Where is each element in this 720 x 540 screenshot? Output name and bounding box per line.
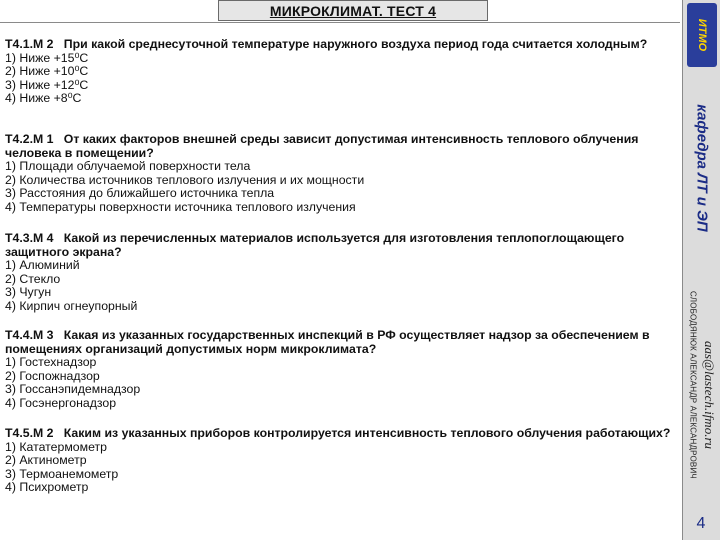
question-3-text: Какой из перечисленных материалов используется для изготовления теплопоглощающего защитного экрана? [5, 231, 625, 259]
question-3-code: Т4.3.М 4 [5, 231, 54, 245]
question-2-option-4: 4) Температуры поверхности источника теплового излучения [5, 199, 356, 214]
question-1-option-1: 1) Ниже +15⁰С [5, 50, 89, 65]
question-5-head [5, 427, 675, 441]
question-2-code: Т4.2.М 1 [5, 132, 54, 146]
slide-title-box [218, 0, 488, 21]
question-4-option-2: 2) Госпожнадзор [5, 368, 100, 383]
question-5 [5, 427, 675, 495]
question-4-text: Какая из указанных государственных инспекций в РФ осуществляет надзор за обеспечением в помещениях организаций допустимых норм микроклимата? [5, 328, 650, 356]
question-2 [5, 133, 675, 215]
question-5-option-4: 4) Психрометр [5, 480, 89, 495]
right-sidebar [682, 0, 720, 540]
question-4 [5, 329, 675, 411]
question-3-option-2: 2) Стекло [5, 271, 61, 286]
question-5-text: Каким из указанных приборов контролируется интенсивность теплового облучения работающих? [63, 426, 671, 440]
question-2-text: От каких факторов внешней среды зависит допустимая интенсивность теплового облучения человека в помещении? [5, 132, 639, 160]
question-5-code: Т4.5.М 2 [5, 426, 54, 440]
question-2-option-2: 2) Количества источников теплового излучения и их мощности [5, 172, 365, 187]
question-3-option-3: 3) Чугун [5, 285, 52, 300]
question-1 [5, 38, 675, 106]
department-label: кафедра ЛТ и ЭП [693, 104, 711, 232]
question-4-code: Т4.4.М 3 [5, 328, 54, 342]
slide-title: МИКРОКЛИМАТ. ТЕСТ 4 [269, 2, 437, 19]
question-1-option-2: 2) Ниже +10⁰С [5, 64, 89, 79]
author-email: aas@lastech.ifmo.ru [702, 340, 717, 450]
question-1-head [5, 38, 675, 52]
question-4-option-1: 1) Гостехнадзор [5, 355, 97, 370]
page-number: 4 [696, 515, 706, 532]
title-divider [0, 22, 680, 23]
question-3-option-4: 4) Кирпич огнеупорный [5, 298, 138, 313]
question-5-option-2: 2) Актинометр [5, 453, 87, 468]
question-4-option-4: 4) Госэнергонадзор [5, 395, 117, 410]
question-2-head [5, 133, 675, 160]
question-2-option-3: 3) Расстояния до ближайшего источника тепла [5, 186, 275, 201]
question-4-head [5, 329, 675, 356]
question-3-head [5, 232, 675, 259]
question-3 [5, 232, 675, 314]
question-1-option-3: 3) Ниже +12⁰С [5, 77, 89, 92]
question-2-option-1: 1) Площади облучаемой поверхности тела [5, 159, 251, 174]
logo-text: ИТМО [696, 18, 709, 52]
question-4-option-3: 3) Госсанэпидемнадзор [5, 382, 141, 397]
question-1-code: Т4.1.М 2 [5, 37, 54, 51]
question-3-option-1: 1) Алюминий [5, 258, 80, 273]
question-1-text: При какой среднесуточной температуре наружного воздуха период года считается холодным? [63, 37, 648, 51]
question-5-option-1: 1) Кататермометр [5, 439, 107, 454]
university-logo [687, 3, 717, 67]
author-name: СЛОБОДЯНЮК АЛЕКСАНДР АЛЕКСАНДРОВИЧ [688, 291, 698, 479]
question-1-option-4: 4) Ниже +8⁰С [5, 91, 82, 106]
question-5-option-3: 3) Термоанемометр [5, 466, 119, 481]
